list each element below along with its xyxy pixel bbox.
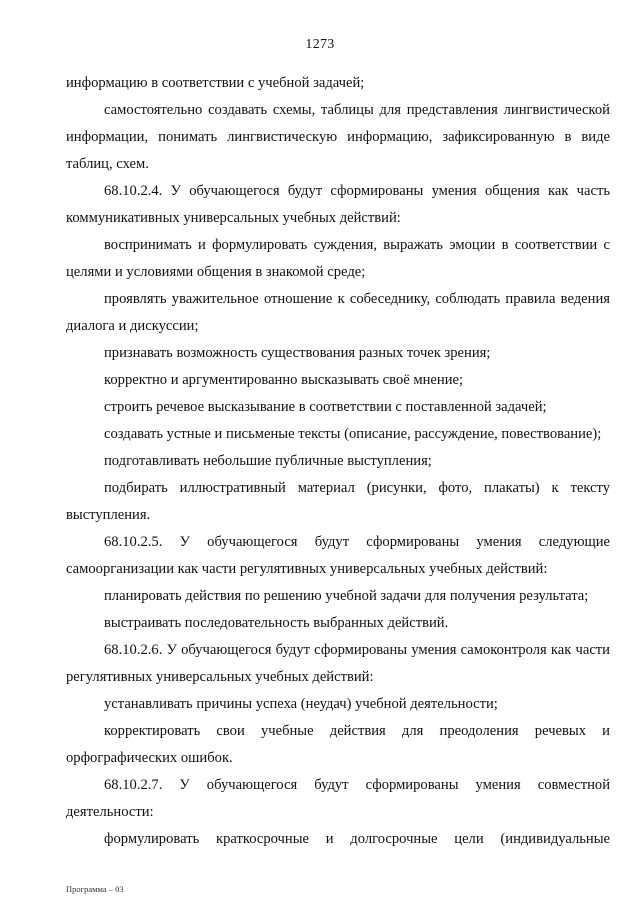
paragraph: воспринимать и формулировать суждения, выражать эмоции в соответствии с целями и условиями общения в знакомой среде; xyxy=(66,237,610,280)
paragraph: 68.10.2.7. У обучающегося будут сформированы умения совместной деятельности: xyxy=(66,777,610,820)
paragraph: 68.10.2.6. У обучающегося будут сформированы умения самоконтроля как части регулятивных универсальных учебных действий: xyxy=(66,642,610,685)
paragraph: 68.10.2.5. У обучающегося будут сформированы умения следующие самоорганизации как части регулятивных универсальных учебных действий: xyxy=(66,534,610,577)
paragraph: устанавливать причины успеха (неудач) учебной деятельности; xyxy=(104,696,498,712)
document-body xyxy=(66,70,610,853)
paragraph: корректно и аргументированно высказывать своё мнение; xyxy=(104,372,464,388)
paragraph: подбирать иллюстративный материал (рисунки, фото, плакаты) к тексту выступления. xyxy=(66,480,610,523)
footer-note: Программа – 03 xyxy=(66,884,124,894)
paragraph: планировать действия по решению учебной задачи для получения результата; xyxy=(104,588,589,604)
paragraph: строить речевое высказывание в соответствии с поставленной задачей; xyxy=(104,399,547,415)
paragraph: формулировать краткосрочные и долгосрочные цели (индивидуальные xyxy=(104,831,610,847)
paragraph: подготавливать небольшие публичные выступления; xyxy=(104,453,432,469)
paragraph: корректировать свои учебные действия для преодоления речевых и орфографических ошибок. xyxy=(66,723,610,766)
paragraph: проявлять уважительное отношение к собеседнику, соблюдать правила ведения диалога и дискуссии; xyxy=(66,291,610,334)
paragraph: выстраивать последовательность выбранных действий. xyxy=(104,615,449,631)
paragraph: признавать возможность существования разных точек зрения; xyxy=(104,345,491,361)
paragraph: 68.10.2.4. У обучающегося будут сформированы умения общения как часть коммуникативных универсальных учебных действий: xyxy=(66,183,610,226)
paragraph: самостоятельно создавать схемы, таблицы для представления лингвистической информации, понимать лингвистическую информацию, зафиксированную в виде таблиц, схем. xyxy=(66,102,610,172)
paragraph: информацию в соответствии с учебной задачей; xyxy=(66,75,365,91)
paragraph: создавать устные и письменые тексты (описание, рассуждение, повествование); xyxy=(104,426,602,442)
page-number: 1273 xyxy=(305,37,335,52)
